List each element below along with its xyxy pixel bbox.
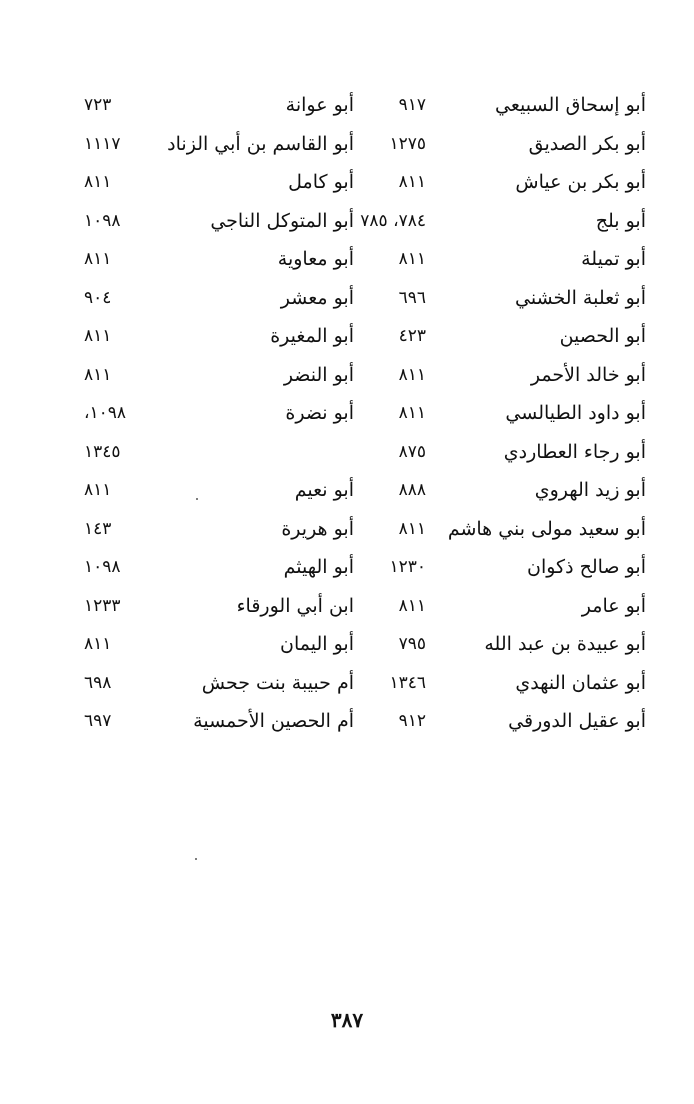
index-row xyxy=(0,356,694,395)
index-row xyxy=(0,125,694,164)
entry-name: أبو تميلة xyxy=(581,248,646,270)
index-row xyxy=(0,587,694,626)
name-index-table xyxy=(0,86,694,741)
entry-page: ١٣٤٥ xyxy=(84,441,121,462)
entry-name: أبو سعيد مولى بني هاشم xyxy=(447,517,646,540)
entry-name: أبو كامل xyxy=(288,171,354,193)
entry-page: ١٣٤٦ xyxy=(389,672,426,693)
entry-name: أبو داود الطيالسي xyxy=(505,402,646,424)
entry-name: أبو عامر xyxy=(581,594,646,617)
index-row xyxy=(0,86,694,125)
entry-page: ٨١١ xyxy=(84,480,112,500)
entry-page: ١١١٧ xyxy=(84,133,121,154)
entry-name: أم حبيبة بنت جحش xyxy=(201,671,354,694)
entry-page: ٧٨٤، ٧٨٥ xyxy=(360,210,426,231)
index-row xyxy=(0,702,694,741)
scan-speck xyxy=(195,858,197,860)
entry-page: ٨١١ xyxy=(84,634,112,654)
entry-page: ٨١١ xyxy=(398,595,426,616)
entry-name: أبو عقيل الدورقي xyxy=(508,710,646,732)
index-row xyxy=(0,471,694,510)
entry-page: ١٤٣ xyxy=(84,518,112,539)
entry-page: ١٠٩٨ xyxy=(84,557,121,577)
index-row xyxy=(0,664,694,703)
entry-name: أبو الهيثم xyxy=(283,556,354,578)
entry-page: ٨١١ xyxy=(84,326,112,346)
index-row xyxy=(0,279,694,318)
entry-name: أم الحصين الأحمسية xyxy=(193,710,354,732)
entry-name: أبو إسحاق السبيعي xyxy=(495,94,646,116)
entry-page: ٨٨٨ xyxy=(398,480,426,500)
entry-page: ٧٢٣ xyxy=(84,95,112,115)
entry-name: أبو المتوكل الناجي xyxy=(210,209,354,232)
entry-page: ٨١١ xyxy=(398,518,426,539)
entry-name: أبو رجاء العطاردي xyxy=(503,440,646,463)
index-row xyxy=(0,163,694,202)
entry-name: أبو خالد الأحمر xyxy=(530,363,646,386)
entry-name: أبو عبيدة بن عبد الله xyxy=(484,633,646,655)
entry-name: أبو معاوية xyxy=(277,248,354,270)
entry-name: أبو عثمان النهدي xyxy=(515,671,646,694)
entry-name: أبو هريرة xyxy=(281,517,354,540)
index-row xyxy=(0,625,694,664)
index-row xyxy=(0,548,694,587)
entry-name: أبو زيد الهروي xyxy=(534,479,646,501)
entry-page: ٦٩٨ xyxy=(84,672,112,693)
entry-name: أبو بكر بن عياش xyxy=(515,171,646,193)
entry-page: ٩١٧ xyxy=(398,95,426,115)
entry-page: ٨١١ xyxy=(84,249,112,269)
page-number: ٣٨٧ xyxy=(330,1008,364,1032)
entry-page: ٨١١ xyxy=(398,364,426,385)
index-row xyxy=(0,240,694,279)
index-row xyxy=(0,317,694,356)
entry-page: ٨١١ xyxy=(398,172,426,192)
entry-page: ١٠٩٨ xyxy=(84,210,121,231)
entry-page: ٦٩٦ xyxy=(398,287,426,308)
index-row xyxy=(0,433,694,472)
entry-page: ٨٧٥ xyxy=(398,441,426,462)
index-row xyxy=(0,202,694,241)
entry-page: ٨١١ xyxy=(398,403,426,423)
entry-name: أبو ثعلبة الخشني xyxy=(515,286,646,309)
entry-name: أبو صالح ذكوان xyxy=(527,556,646,578)
entry-name: أبو معشر xyxy=(280,286,354,309)
index-row xyxy=(0,510,694,549)
index-row xyxy=(0,394,694,433)
entry-name: أبو نضرة xyxy=(285,402,354,424)
entry-page: ٨١١ xyxy=(84,364,112,385)
entry-name: أبو اليمان xyxy=(280,633,354,655)
entry-page: ١٢٣٠ xyxy=(389,557,426,577)
entry-page: ١٠٩٨، xyxy=(84,403,127,423)
entry-page: ٨١١ xyxy=(398,249,426,269)
entry-name: أبو بلج xyxy=(595,209,646,232)
entry-name: أبو نعيم xyxy=(294,479,354,501)
entry-page: ١٢٣٣ xyxy=(84,595,121,616)
entry-name: أبو عوانة xyxy=(285,94,354,116)
entry-name: أبو بكر الصديق xyxy=(528,132,646,155)
entry-page: ٤٢٣ xyxy=(398,326,426,346)
scan-speck xyxy=(196,498,198,500)
entry-page: ٦٩٧ xyxy=(84,711,112,731)
entry-page: ٩٠٤ xyxy=(84,287,112,308)
entry-page: ٩١٢ xyxy=(398,711,426,731)
entry-name: ابن أبي الورقاء xyxy=(236,594,354,617)
entry-name: أبو الحصين xyxy=(559,325,646,347)
entry-page: ٧٩٥ xyxy=(398,634,426,654)
entry-page: ٨١١ xyxy=(84,172,112,192)
entry-name: أبو المغيرة xyxy=(270,325,354,347)
entry-name: أبو القاسم بن أبي الزناد xyxy=(167,132,354,155)
entry-page: ١٢٧٥ xyxy=(389,133,426,154)
entry-name: أبو النضر xyxy=(283,363,354,386)
